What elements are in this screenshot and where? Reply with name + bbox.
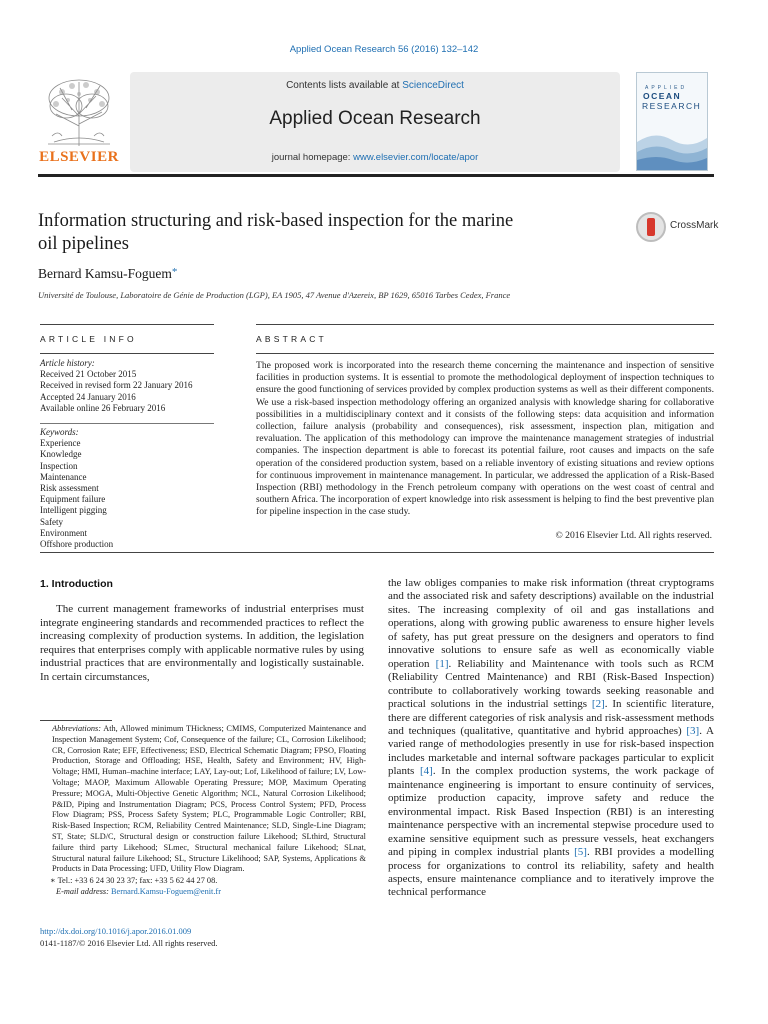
reference-link[interactable]: [2]	[591, 698, 605, 711]
intro-text-segment: . In scientific literature, there are different categories of risk analysis and risk-assessment methods and techniques (qualitative, quantitative and hybrid approaches)	[388, 698, 714, 737]
keywords-list	[40, 427, 215, 550]
crossmark-button[interactable]	[636, 212, 722, 246]
email-caption: E-mail address:	[56, 886, 109, 896]
keywords-caption: Keywords:	[40, 427, 79, 437]
article-title-line-1: Information structuring and risk-based inspection for the marine	[38, 211, 514, 231]
masthead-divider	[38, 174, 714, 177]
article-title-line-2: oil pipelines	[38, 234, 129, 254]
author-affiliation: Université de Toulouse, Laboratoire de Génie de Production (LGP), EA 1905, 47 Avenue d'Azereix, BP 1629, 65016 Tarbes Cedex, France	[38, 290, 511, 300]
footnote-rule	[40, 720, 112, 721]
abbreviations-caption: Abbreviations:	[52, 724, 102, 733]
keyword-item: Knowledge	[40, 449, 82, 460]
abbreviations-footnote	[40, 724, 366, 875]
elsevier-wordmark: ELSEVIER	[39, 149, 119, 165]
history-item: Available online 26 February 2016	[40, 402, 166, 413]
history-item: Received in revised form 22 January 2016	[40, 380, 193, 391]
intro-text-segment: the law obliges companies to make risk information (threat cryptograms and the associated risk and safety descriptions) available on the industrial sites. The increasing complexity of oil and gas installations and operations, along with growing public awareness to ensure higher levels of safety, has put great pressure on the designers and operators to find innovative solutions to ensure safe as well as economically viable operation	[388, 577, 714, 670]
cover-line-1: APPLIED	[645, 85, 688, 91]
article-title	[38, 210, 598, 256]
intro-text-segment: . RBI provides a modelling process for organizations to control its reliability, safety and health aspects, ensure maintenance compliance and to iteratively improve the technical performance	[388, 846, 714, 899]
journal-title: Applied Ocean Research	[269, 108, 481, 129]
intro-paragraph-left: The current management frameworks of industrial enterprises must integrate engineering standards and recommended practices to reflect the increasing complexity of production systems. In addition, the legislation requires that enterprises comply with applicable normative rules by using industrial practices that are environmentally and logistically sustainable. In certain circumstances,	[40, 603, 364, 683]
doi-link[interactable]: http://dx.doi.org/10.1016/j.apor.2016.01.009	[40, 926, 192, 936]
abstract-top-rule	[256, 324, 714, 325]
reference-link[interactable]: [3]	[686, 724, 700, 737]
history-caption: Article history:	[40, 358, 95, 368]
homepage-prefix: journal homepage:	[271, 152, 354, 163]
contents-prefix: Contents lists available at	[286, 80, 403, 91]
abstract-copyright: © 2016 Elsevier Ltd. All rights reserved.	[555, 530, 712, 541]
keyword-item: Experience	[40, 438, 81, 449]
article-info-top-rule	[40, 324, 214, 325]
article-info-heading: ARTICLE INFO	[40, 334, 137, 344]
keyword-item: Inspection	[40, 460, 78, 471]
intro-text-segment: . Reliability and Maintenance with tools such as RCM (Reliability Centred Maintenance) and RBI (Risk-Based Inspection) contribute to collaboratively working towards seeking reasonable and practical solutions in the industrial settings	[388, 657, 714, 711]
reference-link[interactable]: [1]	[435, 657, 449, 670]
section-heading-introduction: 1. Introduction	[40, 578, 113, 590]
intro-text-segment: . In the complex production systems, the work package of maintenance engineering is important to ensure continuity of services, optimize production capacity, improve safety and reduce the environmental impact. Risk Based Inspection (RBI) is an interesting maintenance perspective with an incremental stepwise procedure used to examine sensitive equipment such as pressure vessels, heat exchangers and piping in complex industrial plants	[388, 765, 714, 859]
email-footnote	[40, 887, 366, 898]
keyword-item: Intelligent pigging	[40, 505, 107, 516]
keyword-item: Maintenance	[40, 471, 87, 482]
author-email-link[interactable]: Bernard.Kamsu-Foguem@enit.fr	[111, 886, 221, 896]
history-keywords-divider	[40, 423, 214, 424]
author-name[interactable]: Bernard Kamsu-Foguem	[38, 266, 172, 281]
history-item: Received 21 October 2015	[40, 369, 137, 380]
journal-cover-thumbnail[interactable]	[636, 72, 708, 171]
history-item: Accepted 24 January 2016	[40, 391, 136, 402]
cover-line-3: RESEARCH	[642, 101, 702, 111]
cover-wave-graphic	[637, 124, 707, 170]
keyword-item: Offshore production	[40, 539, 114, 550]
footnotes	[40, 724, 366, 898]
crossmark-label: CrossMark	[670, 220, 719, 231]
keyword-item: Risk assessment	[40, 483, 99, 494]
keyword-item: Safety	[40, 516, 63, 527]
abstract-text: The proposed work is incorporated into the research theme concerning the maintenance and inspection of sensitive facilities in production systems. It is essential to promote the methodological deployment of inspection techniques to ensure the good functioning of services provided by complex production systems as well as their different components. We use a risk-based inspection methodology offering an organized analysis with knowledge sharing for collaborative possibilities in a multidisciplinary context and it consists of the following steps: data acquisition and information collection, failure analysis (probability and consequences), risk assessment, inspection plan, mitigation and revaluation. The application of this methodology can improve the maintenance management strategies of industrial companies. The inspection department is able to forecast its potential failure, root causes and impacts on the safe operation of the considered production system, based on a reliable inventory of existing situations and review options for continuous improvement in maintenance management. In particular, we addressed the application of a Risk-Based Inspection (RBI) methodology in the French petroleum company with operations on the west coast of central and southern Africa. The incorporation of expert knowledge into risk assessment is helping to find the best preventive plan for pipeline inspection in the case study.	[256, 360, 714, 518]
crossmark-icon	[636, 212, 666, 242]
abstract-mid-rule	[256, 353, 714, 354]
keyword-item: Equipment failure	[40, 494, 106, 505]
intro-text-segment: . A varied range of methodologies presently in use for risk-based inspection includes marketable and internal software packages particular to explicit plants	[388, 724, 714, 778]
corresponding-author-link[interactable]: *	[171, 266, 178, 278]
elsevier-tree-icon	[42, 76, 116, 148]
issn-copyright: 0141-1187/© 2016 Elsevier Ltd. All rights reserved.	[40, 938, 218, 948]
intro-paragraph-right	[388, 577, 714, 900]
homepage-line	[130, 152, 620, 163]
journal-citation[interactable]: Applied Ocean Research 56 (2016) 132–142	[289, 44, 479, 55]
contact-phone-footnote: ∗ Tel.: +33 6 24 30 23 37; fax: +33 5 62 44 27 08.	[50, 876, 218, 886]
author-line	[38, 266, 177, 282]
reference-link[interactable]: [4]	[420, 765, 433, 778]
journal-masthead	[130, 72, 620, 172]
keyword-item: Environment	[40, 527, 87, 538]
article-info-mid-rule	[40, 353, 214, 354]
abbreviations-text: Ath, Allowed minimum THickness; CMIMS, Computerized Maintenance and Inspection Management System; Cof, Consequence of the failure; CL, Corrosion Likelihood; CR, Corrosion Rate; EFF, Effectiveness; ESD, Electrical Schematic Diagram; FPSO, Floating Production, Storage and Offloading; HSE, Health, Safety and Environment; HV, High-Voltage; HMI, Human–machine interface; LAY, Lay-out; Lof, Likelihood of failure; LV, Low-Voltage; MAOP, Maximum Allowable Operating Pressure; MOP, Maximum Operating Pressure; MOGA, Multi-Objective Genetic Algorithm; NCL, Natural Corrosion Likelihood; P&ID, Piping and Instrumentation Diagram; PCS, Process Control System; PFD, Process Flow Diagram; PSS, Process Safety System; PLC, Programmable Logic Controller; RBI, Risk-Based Inspection; RCM, Reliability Centred Maintenance; SLD, Single-Line Diagram; ST, State; SLD/C, Structural design or construction failure Likehood; SLthird, Structural failure third party Likehood; SLmec, Structural mechanical failure Likehood; SLnat, Structural natural failure Likehood; SL, Structure Likelihood; SAP, Systems, Applications & Products in Data Processing; UFD, Utility Flow Diagram.	[52, 724, 366, 874]
reference-link[interactable]: [5]	[574, 846, 587, 859]
front-matter-bottom-rule	[40, 552, 714, 553]
journal-homepage-link[interactable]: www.elsevier.com/locate/apor	[353, 152, 479, 163]
abstract-heading: ABSTRACT	[256, 334, 327, 344]
article-history	[40, 358, 215, 414]
elsevier-logo	[38, 76, 120, 166]
contents-line	[130, 80, 620, 91]
cover-line-2: OCEAN	[643, 91, 682, 101]
sciencedirect-link[interactable]: ScienceDirect	[402, 80, 464, 91]
